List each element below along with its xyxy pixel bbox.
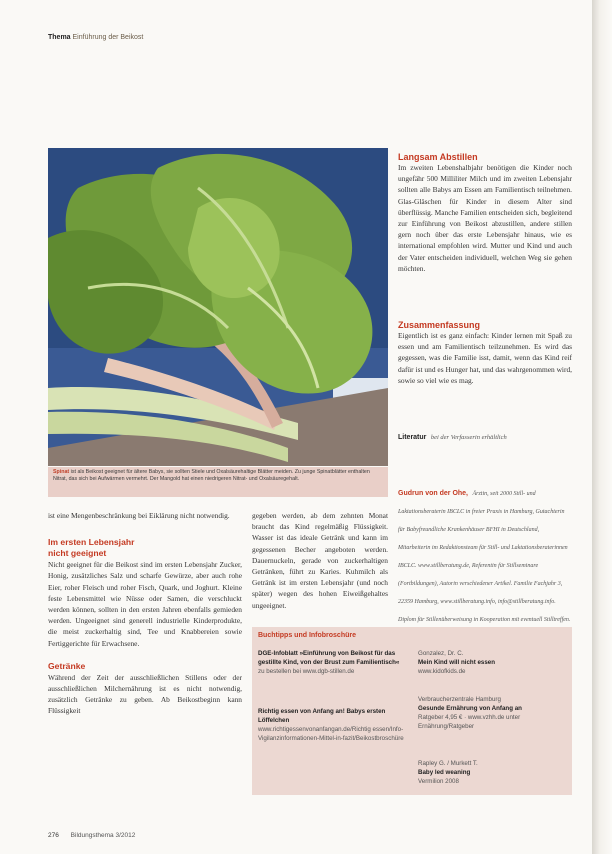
literature-value: bei der Verfasserin erhältlich [430, 434, 507, 441]
header-label: Thema [48, 34, 71, 41]
tip-richtig-essen-title: Richtig essen von Anfang an! Babys ersten Löffelchen [258, 708, 386, 724]
tip-dge-title: DGE-Infoblatt »Einführung von Beikost für das gestillte Kind, von der Brust zum Familientisch« [258, 650, 400, 666]
tip-gonzalez-title: Mein Kind will nicht essen [418, 659, 496, 666]
tips-title: Buchtipps und Infobroschüre [258, 632, 356, 639]
book-tips-box [252, 627, 572, 795]
page-number: 276 [48, 832, 59, 839]
tip-dge-url[interactable]: zu bestellen bei www.dgb-stillen.de [258, 668, 355, 675]
tip-richtig-essen-url[interactable]: www.richtigessenvonanfangan.de/Richtig essen/Info-Vigilanzinformationen-Mittel-in-fazit/Beikostbroschüre [258, 726, 404, 742]
tip-rapley-publisher: Vermilion 2008 [418, 778, 459, 785]
heading-zusammenfassung: Zusammenfassung [398, 320, 481, 330]
tip-rapley-author: Rapley G. / Murkett T. [418, 760, 478, 767]
chard-photo [48, 148, 388, 466]
journal-name: Bildungsthema 3/2012 [70, 832, 136, 839]
text-getraenke-cont: gegeben werden, ab dem zehnten Monat braucht das Kind regelmäßig Flüssigkeit. Wasser ist das ideale Getränk und kann im gegessenen Becher angeboten werden. Dauernuckeln, gerade von zuckerhaltigen Getränken, führt zu Karies. Kuhmilch als Getränk ist im ersten Lebensjahr (und noch später) wegen des hohen Eiweißgehaltes ungeeignet. [252, 511, 388, 610]
tip-gonzalez [418, 649, 566, 676]
author-name: Gudrun von der Ohe, [398, 490, 469, 497]
tip-richtig-essen [258, 707, 406, 743]
chard-illustration [48, 148, 388, 466]
heading-getraenke: Getränke [48, 660, 86, 671]
text-zusammenfassung: Eigentlich ist es ganz einfach: Kinder lernen mit Spaß zu essen und am Familientisch teilzunehmen. Es wird das gegessen, was die Familie isst, damit, wenn das Kind reif dafür ist und es Hunger hat, und das wahrgenommen wird, sowie so viel wie es mag. [398, 331, 572, 385]
tip-vzhh [418, 695, 566, 731]
page-footer [48, 832, 135, 839]
section-abstillen [398, 152, 572, 274]
caption-lead: Spinat [53, 469, 70, 475]
text-abstillen: Im zweiten Lebenshalbjahr benötigen die Kinder noch ungefähr 500 Milliliter Milch und im zweiten Lebensjahr sollten alle Babys am Essen am Familientisch teilnehmen. Glas-Gläschen für Kinder in diesem Alter sind überflüssig. Manche Familien entscheiden sich, begleitend zur Einführung von Beikost abzustillen, andere stillen gern noch über das erste Lebensjahr hinaus, wie es international empfohlen wird. Mutter und Kind und auch der Vater entscheiden individuell, welchen Weg sie gehen möchten. [398, 163, 572, 273]
tip-vzhh-author: Verbraucherzentrale Hamburg [418, 696, 501, 703]
text-getraenke: Während der Zeit der ausschließlichen Stillens oder der ausschließlichen Milchernährung ist es nicht notwendig, zusätzlich Getränke zu geben. Ab Beikostbeginn kann Flüssigkeit [48, 672, 242, 716]
heading-nicht-geeignet-b: nicht geeignet [48, 548, 107, 559]
intro-text: ist eine Mengenbeschränkung bei Eiklärung nicht notwendig. [48, 511, 230, 520]
middle-column [252, 510, 388, 611]
tip-gonzalez-url[interactable]: www.kidofkids.de [418, 668, 466, 675]
tip-rapley [418, 759, 566, 786]
tip-vzhh-url[interactable]: Ratgeber 4,95 € · www.vzhh.de unter Ernährung/Ratgeber [418, 714, 521, 730]
author-bio: Ärztin, seit 2000 Still- und Laktationsberaterin IBCLC in freier Praxis in Hamburg, Gutachterin für Babyfreundliche Krankenhäuser BFHI in Deutschland, Mitarbeiterin im Redaktionsteam für Still- und Laktationsberaterinnen IBCLC. www.stillberatung.de, Referentin für Stillseminare (Fortbildungen), Autorin verschiedener Artikel. Familie Fachjahr 3, 22359 Hamburg, www.stillberatung.info, info@stillberatung.info. Diplom für Stillenüberweisung in Kooperation mit eventuell Stilltreffen. [398, 491, 571, 623]
heading-abstillen: Langsam Abstillen [398, 152, 478, 162]
literature-note [398, 426, 572, 444]
tip-rapley-title: Baby led weaning [418, 769, 471, 776]
tip-vzhh-title: Gesunde Ernährung von Anfang an [418, 705, 522, 712]
tip-dge [258, 649, 406, 676]
literature-label: Literatur [398, 434, 427, 441]
heading-nicht-geeignet-a: Im ersten Lebensjahr [48, 537, 135, 548]
left-column [48, 510, 242, 717]
text-nicht-geeignet: Nicht geeignet für die Beikost sind im ersten Lebensjahr Zucker, Honig, zusätzliches Salz und scharfe Gewürze, aber auch rohe Eier, roher Fleisch und roher Fisch, Quark, und Joghurt. Kleine feste Lebensmittel wie Nüsse oder Samen, die verschluckt werden können, sollten in den ersten Jahren ebenfalls gemieden werden. Ungeeignet sind generell industrielle Kinderprodukte, die meist zuckerhaltig sind, Tee und Knabbereien sowie Fertiggerichte für Erwachsene. [48, 560, 242, 648]
photo-caption [48, 467, 388, 497]
tip-gonzalez-author: Gonzalez, Dr. C. [418, 650, 464, 657]
caption-text: ist als Beikost geeignet für ältere Babys, sie sollten Stiele und Oxalsäurehaltige Blätter meiden. Zu junge Spinatblätter enthalten Nitrat, das sich bei Aufwärmen vermehrt. Der Mangold hat einen niedrigeren Nitrat- und Oxalsäuregehalt. [53, 469, 370, 483]
header-title: Einführung der Beikost [72, 34, 144, 41]
author-box [398, 482, 572, 626]
page-header [48, 34, 143, 41]
page-gutter [592, 0, 612, 854]
section-zusammenfassung [398, 320, 572, 386]
